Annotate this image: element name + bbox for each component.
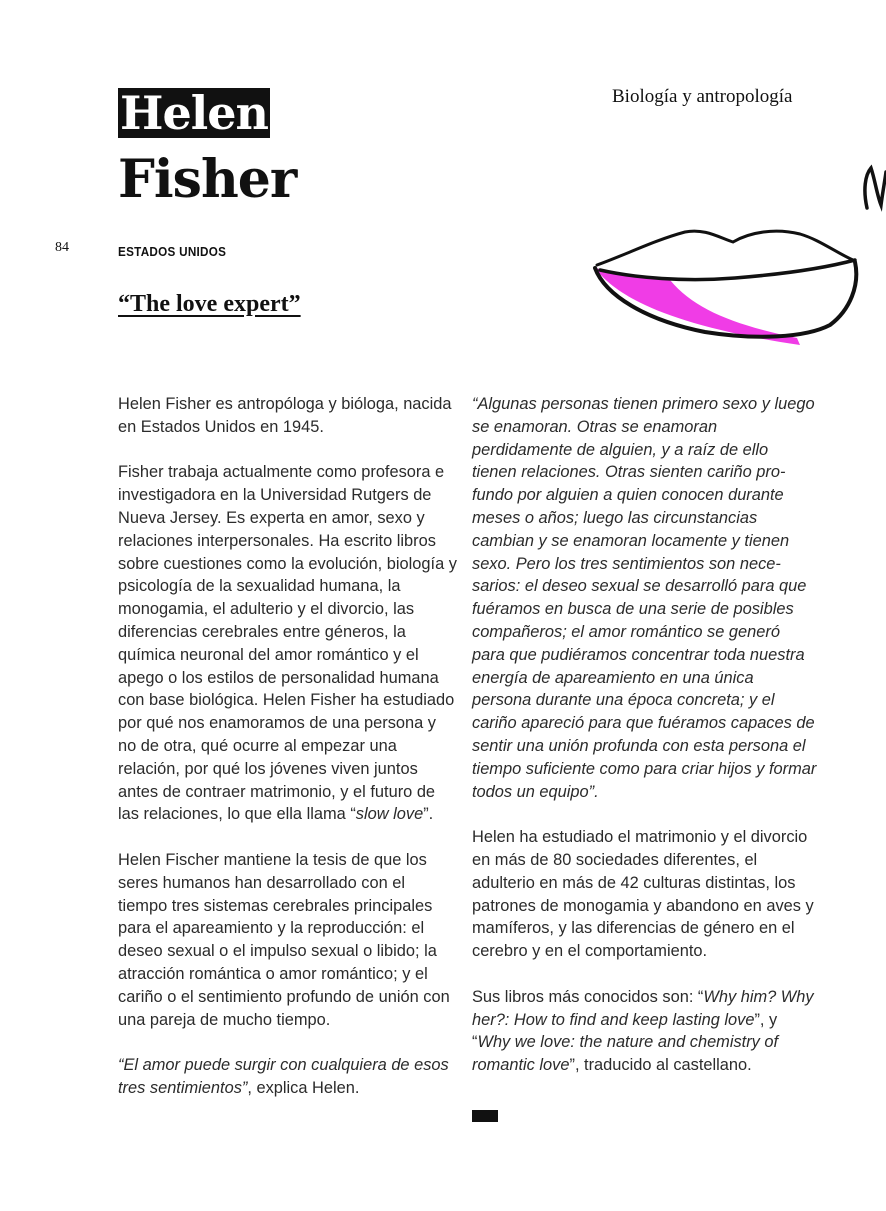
end-of-article-mark <box>472 1110 498 1122</box>
quote-paragraph: “El amor puede surgir con cualquiera de esos tres sentimientos”, explica Helen. <box>118 1056 449 1097</box>
left-column <box>118 393 458 1123</box>
bio-paragraph: Fisher trabaja actualmente como profesora e investigadora en la Universidad Rutgers de Nueva Jersey. Es experta en amor, sexo y relaciones interpersonales. Ha escrito libros sobre cuestiones como la evolución, biología y psicología de la sexualidad humana, la monogamia, el adulterio y el divorcio, las diferencias cerebrales entre géneros, la química neuronal del amor romántico y el apego o los estilos de personalidad humana con base biológica. Helen Fisher ha estudiado por qué nos enamoramos de una persona y no de otra, qué ocurre al empezar una relación, por qué los jóvenes viven juntos antes de contraer matrimonio, y el futuro de las relaciones, lo que ella llama “slow love”. <box>118 463 457 824</box>
author-first-name: Helen <box>120 86 268 140</box>
intro-paragraph: Helen Fisher es antropóloga y bióloga, nacida en Estados Unidos en 1945. <box>118 395 452 436</box>
research-paragraph: Helen ha estudiado el matrimonio y el divorcio en más de 80 sociedades diferentes, el adulterio en más de 42 culturas distintas, los patrones de monogamia y abandono en aves y mamíferos, y las diferencias de género en el cerebro y en el comportamiento. <box>472 828 814 961</box>
page-number: 84 <box>55 240 69 255</box>
author-last-name: Fisher <box>118 149 297 210</box>
lips-icon <box>585 160 886 360</box>
mouth-line <box>600 260 855 280</box>
long-quote-paragraph: “Algunas personas tienen primero sexo y luego se enamoran. Otras se enamoran perdidamente de alguien, y a raíz de ello tienen relaciones. Otras sienten cariño profundo por alguien a quien conocen durante meses o años; luego las circunstancias cambian y se enamoran locamente y tienen sexo. Pero los tres sentimientos son necesarios: el deseo sexual se desarrolló para que fuéramos en busca de una serie de posibles compañeros; el amor romántico se generó para que pudiéramos concentrar toda nuestra energía de apareamiento en una única persona durante una época concreta; y el cariño apareció para que fuéramos capaces de sentir una unión profunda con esta persona el tiempo suficiente como para criar hijos y formar todos un equipo”. <box>472 395 817 801</box>
section-category: Biología y antropología <box>612 86 793 107</box>
country-label: ESTADOS UNIDOS <box>118 244 227 259</box>
books-paragraph: Sus libros más conocidos son: “Why him? Why her?: How to find and keep lasting love”, y “Why we love: the nature and chemistry of romantic love”, traducido al castellano. <box>472 987 814 1075</box>
thesis-paragraph: Helen Fischer mantiene la tesis de que los seres humanos han desarrollado con el tiempo tres sistemas cerebrales principales para el apareamiento y la reproducción: el deseo sexual o el impulso sexual o libido; la atracción romántica o amor romántico; y el cariño o el sentimiento profundo de unión con una pareja de mucho tiempo. <box>118 850 450 1029</box>
article-subtitle: “The love expert” <box>118 291 301 317</box>
nose-sketch <box>865 168 886 208</box>
upper-lip-outline <box>597 231 853 265</box>
right-column <box>472 393 817 1100</box>
